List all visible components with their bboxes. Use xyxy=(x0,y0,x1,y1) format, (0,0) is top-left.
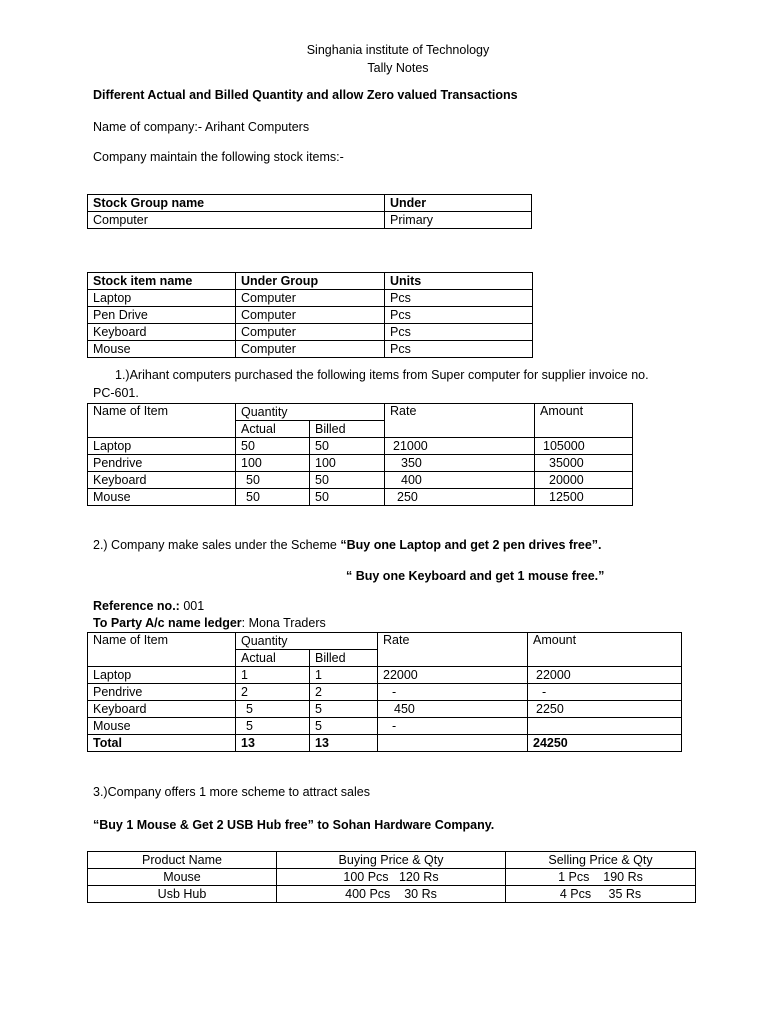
table-cell: Pcs xyxy=(385,290,533,307)
institute-name: Singhania institute of Technology xyxy=(306,43,490,57)
table-row xyxy=(88,886,696,903)
offer-line: 3.)Company offers 1 more scheme to attract sales xyxy=(93,785,370,799)
table-cell: 5 xyxy=(236,718,310,735)
table-cell: - xyxy=(378,718,528,735)
table-cell: Pcs xyxy=(385,341,533,358)
table-cell: 35000 xyxy=(535,455,633,472)
table-cell: Keyboard xyxy=(88,324,236,341)
table-row xyxy=(88,212,532,229)
table-cell: - xyxy=(378,684,528,701)
table-row xyxy=(88,438,633,455)
table-cell: 50 xyxy=(310,472,385,489)
table-header-row xyxy=(88,195,532,212)
table-cell: 100 Pcs 120 Rs xyxy=(277,869,506,886)
table-cell: 5 xyxy=(310,701,378,718)
table-cell: 400 Pcs 30 Rs xyxy=(277,886,506,903)
table-cell: Total xyxy=(88,735,236,752)
table-cell: 50 xyxy=(236,472,310,489)
table-cell: - xyxy=(528,684,682,701)
table-cell: 50 xyxy=(310,438,385,455)
document-title: Different Actual and Billed Quantity and allow Zero valued Transactions xyxy=(93,88,518,102)
table-header-cell: Selling Price & Qty xyxy=(506,852,696,869)
table-cell: Laptop xyxy=(88,667,236,684)
table-cell: 13 xyxy=(310,735,378,752)
table-row xyxy=(88,718,682,735)
table-cell xyxy=(528,718,682,735)
table-row xyxy=(88,455,633,472)
table-cell: Pen Drive xyxy=(88,307,236,324)
table-total-row xyxy=(88,735,682,752)
table-header-cell: Under Group xyxy=(236,273,385,290)
table-header-cell: Quantity xyxy=(236,404,385,421)
party-value: : Mona Traders xyxy=(241,616,326,630)
table-header-cell: Billed xyxy=(310,650,378,667)
table-cell: 4 Pcs 35 Rs xyxy=(506,886,696,903)
table-cell: 50 xyxy=(310,489,385,506)
table-cell: 1 Pcs 190 Rs xyxy=(506,869,696,886)
table-cell: Pcs xyxy=(385,307,533,324)
table-cell: Mouse xyxy=(88,718,236,735)
notes-subtitle: Tally Notes xyxy=(367,61,429,75)
table-cell: 24250 xyxy=(528,735,682,752)
table-header-cell: Rate xyxy=(385,404,535,438)
table-header-cell: Name of Item xyxy=(88,404,236,438)
purchase-question-line1: 1.)Arihant computers purchased the following items from Super computer for supplier invoice no. xyxy=(115,368,649,382)
party-line xyxy=(93,616,326,631)
table-cell: Pendrive xyxy=(88,684,236,701)
table-row xyxy=(88,667,682,684)
reference-label: Reference no.: xyxy=(93,599,180,613)
table-cell: 50 xyxy=(236,489,310,506)
table-cell: Computer xyxy=(236,341,385,358)
table-header-cell: Amount xyxy=(535,404,633,438)
table-cell: 2 xyxy=(310,684,378,701)
table-cell: Pcs xyxy=(385,324,533,341)
table-cell: 2250 xyxy=(528,701,682,718)
table-cell: Primary xyxy=(385,212,532,229)
table-cell: 250 xyxy=(385,489,535,506)
table-cell: Computer xyxy=(236,307,385,324)
table-cell: Mouse xyxy=(88,489,236,506)
table-header-cell: Billed xyxy=(310,421,385,438)
reference-line xyxy=(93,599,204,614)
table-cell: 1 xyxy=(310,667,378,684)
table-cell: Pendrive xyxy=(88,455,236,472)
table-header-cell: Rate xyxy=(378,633,528,667)
table-row xyxy=(88,489,633,506)
price-table xyxy=(87,851,696,903)
sales-scheme-2: “ Buy one Keyboard and get 1 mouse free.” xyxy=(346,569,605,583)
table-row xyxy=(88,701,682,718)
table-header-cell: Under xyxy=(385,195,532,212)
table-header-cell: Product Name xyxy=(88,852,277,869)
table-row xyxy=(88,341,533,358)
table-header-cell: Name of Item xyxy=(88,633,236,667)
table-cell: Computer xyxy=(236,290,385,307)
table-cell: Computer xyxy=(88,212,385,229)
offer-scheme: “Buy 1 Mouse & Get 2 USB Hub free” to Sohan Hardware Company. xyxy=(93,818,495,832)
table-cell: Laptop xyxy=(88,290,236,307)
table-header-cell: Stock Group name xyxy=(88,195,385,212)
table-header-row xyxy=(88,404,633,421)
sales-table xyxy=(87,632,682,752)
table-cell: 1 xyxy=(236,667,310,684)
stock-item-table xyxy=(87,272,533,358)
table-cell: 21000 xyxy=(385,438,535,455)
stock-group-table xyxy=(87,194,532,229)
table-row xyxy=(88,869,696,886)
table-cell xyxy=(378,735,528,752)
table-header-cell: Buying Price & Qty xyxy=(277,852,506,869)
table-cell: 20000 xyxy=(535,472,633,489)
table-row xyxy=(88,307,533,324)
table-cell: 100 xyxy=(310,455,385,472)
table-cell: Computer xyxy=(236,324,385,341)
table-cell: 2 xyxy=(236,684,310,701)
table-cell: 50 xyxy=(236,438,310,455)
table-cell: 105000 xyxy=(535,438,633,455)
table-cell: 22000 xyxy=(528,667,682,684)
table-row xyxy=(88,324,533,341)
table-cell: 13 xyxy=(236,735,310,752)
table-cell: 450 xyxy=(378,701,528,718)
table-cell: Laptop xyxy=(88,438,236,455)
company-name-line: Name of company:- Arihant Computers xyxy=(93,120,310,134)
table-header-cell: Actual xyxy=(236,650,310,667)
purchase-question-line2: PC-601. xyxy=(93,386,139,400)
table-cell: Mouse xyxy=(88,341,236,358)
table-cell: Usb Hub xyxy=(88,886,277,903)
table-row xyxy=(88,472,633,489)
table-cell: 5 xyxy=(310,718,378,735)
table-header-cell: Units xyxy=(385,273,533,290)
table-cell: 400 xyxy=(385,472,535,489)
sales-scheme-1: “Buy one Laptop and get 2 pen drives free”. xyxy=(340,538,602,552)
table-cell: 12500 xyxy=(535,489,633,506)
party-label: To Party A/c name ledger xyxy=(93,616,242,630)
sales-scheme-prefix: 2.) Company make sales under the Scheme xyxy=(93,538,341,552)
sales-scheme-line xyxy=(93,538,602,553)
table-header-row xyxy=(88,633,682,650)
purchase-table xyxy=(87,403,633,506)
table-cell: 22000 xyxy=(378,667,528,684)
table-cell: 100 xyxy=(236,455,310,472)
table-header-cell: Amount xyxy=(528,633,682,667)
table-cell: Mouse xyxy=(88,869,277,886)
table-header-cell: Quantity xyxy=(236,633,378,650)
table-header-row xyxy=(88,273,533,290)
table-cell: 350 xyxy=(385,455,535,472)
table-header-cell: Stock item name xyxy=(88,273,236,290)
stock-intro-line: Company maintain the following stock items:- xyxy=(93,150,344,164)
table-row xyxy=(88,684,682,701)
table-cell: Keyboard xyxy=(88,701,236,718)
table-header-cell: Actual xyxy=(236,421,310,438)
table-header-row xyxy=(88,852,696,869)
table-row xyxy=(88,290,533,307)
table-cell: Keyboard xyxy=(88,472,236,489)
table-cell: 5 xyxy=(236,701,310,718)
reference-value: 001 xyxy=(179,599,205,613)
